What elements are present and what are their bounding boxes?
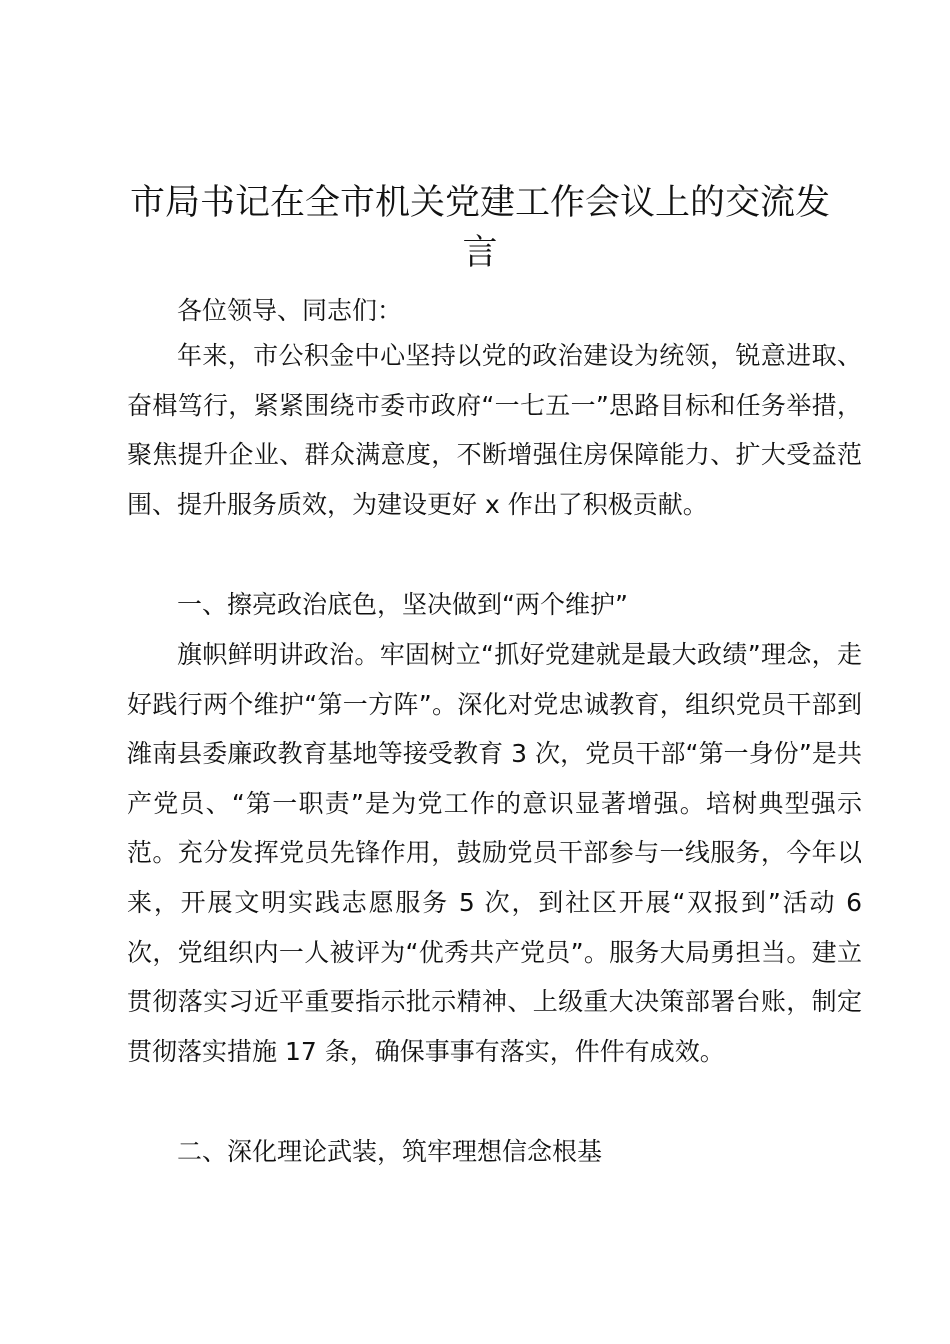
document-title: 市局书记在全市机关党建工作会议上的交流发言 [129,183,830,273]
paragraph-intro: 年来，市公积金中心坚持以党的政治建设为统领，锐意进取、奋楫笃行，紧紧围绕市委市政府“一七五一”思路目标和任务举措，聚焦提升企业、群众满意度，不断增强住房保障能力、扩大受益范围、提升服务质效，为建设更好 x 作出了积极贡献。 [127,341,862,519]
section-heading-1: 一、擦亮政治底色，坚决做到“两个维护” [177,590,628,619]
paragraph-section-1: 旗帜鲜明讲政治。牢固树立“抓好党建就是最大政绩”理念，走好践行两个维护“第一方阵”。深化对党忠诚教育，组织党员干部到潍南县委廉政教育基地等接受教育 3 次，党员干部“第一身份”是共产党员、“第一职责”是为党工作的意识显著增强。培树典型强示范。充分发挥党员先锋作用，鼓励党员干部参与一线服务，今年以来，开展文明实践志愿服务 5 次，到社区开展“双报到”活动 6 次，党组织内一人被评为“优秀共产党员”。服务大局勇担当。建立贯彻落实习近平重要指示批示精神、上级重大决策部署台账，制定贯彻落实措施 17 条，确保事事有落实，件件有成效。 [127,640,862,1066]
section-heading-2: 二、深化理论武装，筑牢理想信念根基 [177,1137,603,1166]
salutation: 各位领导、同志们： [177,296,403,325]
